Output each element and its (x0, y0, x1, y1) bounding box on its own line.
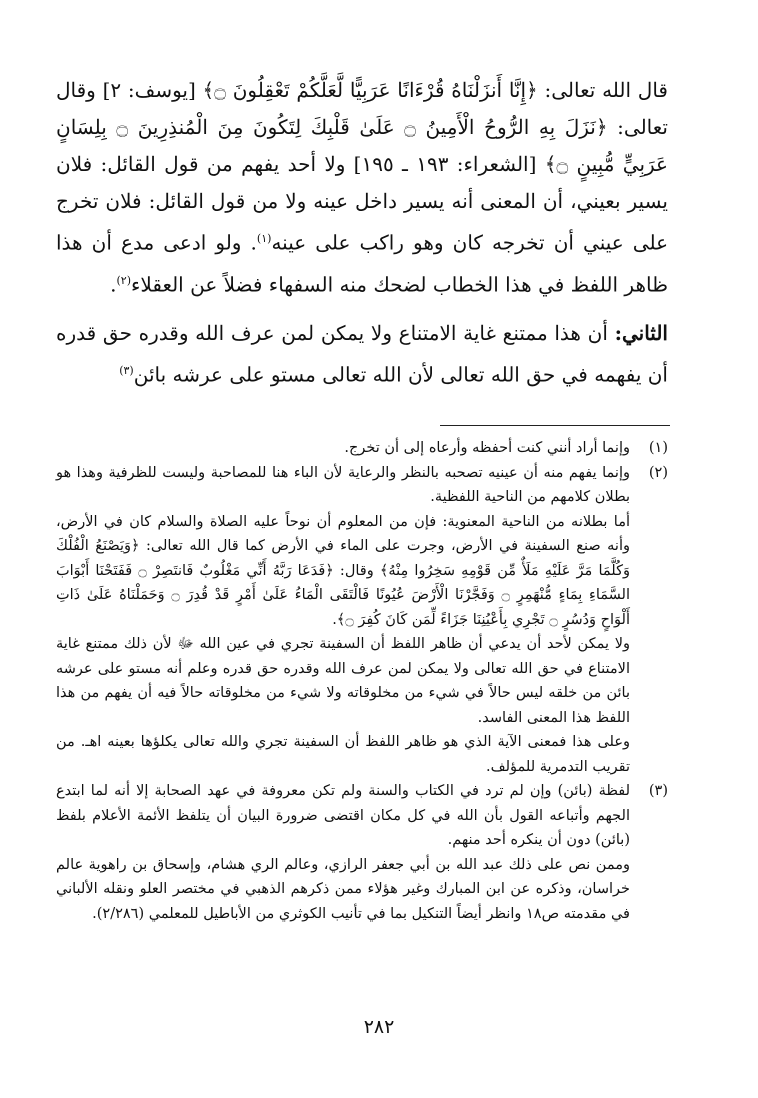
footnote-text: وممن نص على ذلك عبد الله بن أبي جعفر الرازي، وعالم الري هشام، وإسحاق بن راهوية عالم خراسان، وذكره عن ابن المبارك وغير هؤلاء ممن ذكرهم الذهبي في مختصر العلو ونقله الألباني في مقدمته ص١٨ وانظر أيضاً التنكيل بما في تأنيب الكوثري من الأباطيل للمعلمي (٢/٢٨٦). (56, 856, 630, 922)
footnote-number: (٢) (648, 464, 668, 481)
footnote-text: لفظة (بائن) وإن لم ترد في الكتاب والسنة ولم تكن معروفة في عهد الصحابة إلا أنه لما ابتدع الجهم وأتباعه القول بأن الله في كل مكان اقتضى ضرورة البيان أن يتلفظ الأئمة الأعلام بلفظ (بائن) دون أن ينكره أحد منهم. (56, 783, 630, 848)
paragraph-1 (56, 72, 668, 303)
footnote-separator (440, 425, 670, 426)
paragraph-2 (56, 315, 668, 394)
paragraph-1-end: . (110, 272, 117, 297)
paragraph-1-continued: . ولو ادعى مدع أن هذا ظاهر اللفظ في هذا الخطاب لضحك منه السفهاء فضلاً عن العقلاء (56, 230, 668, 297)
footnote-text: وعلى هذا فمعنى الآية الذي هو ظاهر اللفظ أن السفينة تجري والله تعالى يكلؤها بعينه اهـ. من تقريب التدمرية للمؤلف. (56, 734, 630, 775)
footnote-text: وإنما أراد أنني كنت أحفظه وأرعاه إلى أن تخرج. (344, 440, 630, 456)
footnote-1 (56, 436, 668, 461)
footnote-text: أما بطلانه من الناحية المعنوية: فإن من المعلوم أن نوحاً عليه الصلاة والسلام كان في الأرض، وأنه صنع السفينة في الأرض، وجرت على الماء في الأرض كما قال الله تعالى: ﴿وَيَصْنَعُ الْفُلْكَ وَكُلَّمَا مَرَّ عَلَيْهِ مَلَأٌ مِّن قَوْمِهِ سَخِرُوا مِنْهُ﴾ وقال: ﴿فَدَعَا رَبَّهُ أَنِّي مَغْلُوبٌ فَانتَصِرْ ۝ فَفَتَحْنَا أَبْوَابَ السَّمَاءِ بِمَاءٍ مُّنْهَمِرٍ ۝ وَفَجَّرْنَا الْأَرْضَ عُيُونًا فَالْتَقَى الْمَاءُ عَلَىٰ أَمْرٍ قَدْ قُدِرَ ۝ وَحَمَلْنَاهُ عَلَىٰ ذَاتِ أَلْوَاحٍ وَدُسُرٍ ۝ تَجْرِي بِأَعْيُنِنَا جَزَاءً لِّمَن كَانَ كُفِرَ ۝﴾. (56, 513, 630, 628)
footnote-ref-1: (١) (256, 232, 272, 245)
paragraph-2-text: أن هذا ممتنع غاية الامتناع ولا يمكن لمن عرف الله وقدره حق قدره أن يفهمه في حق الله تعالى لأن الله تعالى مستو على عرشه بائن (56, 321, 668, 387)
footnote-2 (56, 461, 668, 780)
footnote-number: (١) (648, 440, 668, 456)
footnote-text: ولا يمكن لأحد أن يدعي أن ظاهر اللفظ أن السفينة تجري في عين الله ﷻ لأن ذلك ممتنع غاية الامتناع في حق الله تعالى ولا يمكن لمن عرف الله وقدره حق قدره وعلم أنه مستو على عرشه بائن من خلقه ليس حالاً في شيء من مخلوقاته ولا شيء من مخلوقاته حالاً فيه أن يفهم من هذا اللفظ هذا المعنى الفاسد. (56, 636, 630, 726)
footnote-text: وإنما يفهم منه أن عينيه تصحبه بالنظر والرعاية لأن الباء هنا للمصاحبة وليست للظرفية وهذا هو بطلان كلامهم من الناحية اللفظية. (56, 464, 630, 505)
page-number: ٢٨٢ (363, 1016, 395, 1038)
footnote-3 (56, 779, 668, 926)
paragraph-2-label: الثاني: (614, 321, 668, 346)
footnotes (56, 436, 668, 926)
main-text (56, 72, 668, 394)
paragraph-1-text: قال الله تعالى: ﴿إِنَّا أَنزَلْنَاهُ قُرْءَانًا عَرَبِيًّا لَّعَلَّكُمْ تَعْقِلُونَ ۝﴾ [يوسف: ٢] وقال تعالى: ﴿نَزَلَ بِهِ الرُّوحُ الْأَمِينُ ۝ عَلَىٰ قَلْبِكَ لِتَكُونَ مِنَ الْمُنذِرِينَ ۝ بِلِسَانٍ عَرَبِيٍّ مُّبِينٍ ۝﴾ [الشعراء: ١٩٣ ـ ١٩٥] ولا أحد يفهم من قول القائل: فلان يسير بعيني، أن المعنى أنه يسير داخل عينه ولا من قول القائل: فلان تخرج على عيني أن تخرجه كان وهو راكب على عينه (56, 78, 669, 255)
footnote-number: (٣) (648, 783, 668, 799)
footnote-ref-3: (٣) (119, 364, 134, 378)
footnote-ref-2: (٢) (116, 273, 131, 287)
